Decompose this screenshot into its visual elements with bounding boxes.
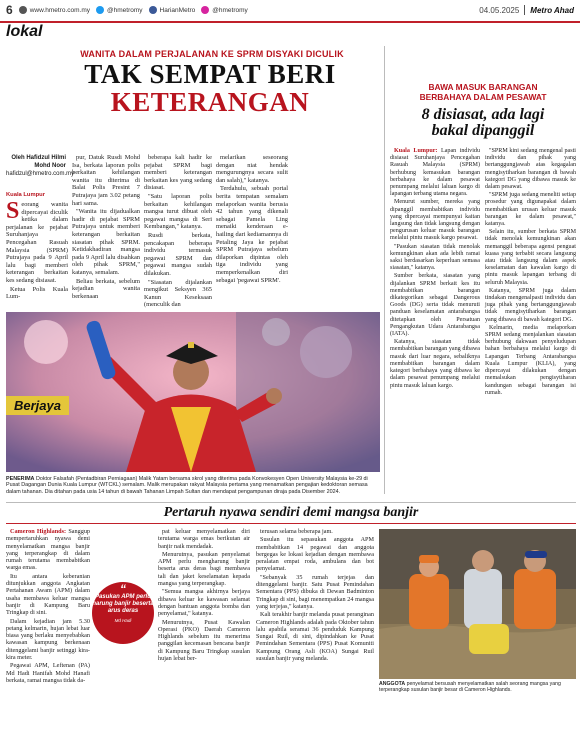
author-name-2: Mohd Noor (34, 163, 66, 169)
side-headline: 8 disiasat, ada lagi bakal dipanggil (421, 106, 545, 139)
flood-photo-caption: ANGGOTA penyelamat bersusah menyelamatkan salah seorang mangsa yang terperangkap susulan banjir besar di Cameron Highlands. (379, 681, 561, 694)
author-name-1: Oleh Hafidzul Hilmi (11, 155, 66, 161)
bottom-column-3: terusan selama beberapa jam. Susulan itu sepasukan anggota APM membabitkan 14 pegawai dan anggota bergegas ke lokasi kejadian dengan membawa peralatan empat roda, ambulans dan bot penyelamat. "Sebanyak 35 rumah terjejas dan ditenggelami banjir. Satu Pusat Pemindahan Sementara (PPS) dibuka di Dewan Badminton Tringkap di sini, bagi menempatkan 24 mangsa yang terjejas," katanya. Kali terakhir banjir melanda pusat peranginan Cameron Highlands adalah pada Oktober tahun lalu apabila seramai 36 penduduk Kampung Sungai Ruil, di sini, dipindahkan ke Pusat Pemindahan Sementara (PPS) Pusat Komuniti Kampung Orang Asli (KOA) Sungai Ruil susulan banjir yang melanda. (256, 528, 374, 663)
masthead (0, 0, 580, 20)
pull-quote: “ Pasukan APM perlu harung banjir beserta arus deras Md Hadi (92, 582, 154, 644)
graduate-photo-illustration (6, 312, 380, 472)
bottom-headline: Pertaruh nyawa sendiri demi mangsa banjir (163, 505, 419, 520)
lead-headline-line2: KETERANGAN (110, 87, 310, 117)
page-number: 6 (6, 3, 13, 17)
graduate-photo (6, 312, 380, 472)
facebook-link[interactable]: HarianMetro (149, 6, 196, 14)
photo-tag: Berjaya (6, 396, 69, 415)
section-label: lokal (6, 23, 43, 40)
masthead-rule (0, 21, 580, 23)
pull-quote-source: Md Hadi (114, 618, 132, 623)
flood-rescue-photo (379, 529, 576, 679)
side-column-1: Kuala Lumpur: Lapan individu disiasat Suruhanjaya Pencegahan Rasuah Malaysia (SPRM) berhubung kemasukan barangan berbahaya ke dalam pesawat penumpang melalui laluan kargo di lapangan terbang utama negara. Menurut sumber, mereka yang dipanggil membabitkan individu yang dipercayai mempunyai kaitan langsung dan tidak langsung dengan pengurusan keluar masuk barangan melalui pintu masuk kargo pesawat. "Pasukan siasatan tidak menolak kemungkinan akan ada lebih ramai saksi berdasarkan keperluan semasa siasatan," katanya. Sumber berkata, siasatan yang dijalankan SPRM berkait kes itu membabitkan barangan dikategorikan sebagai Dangerous Goods (DG) serta tidak menuruti panduan keselamatan antarabangsa ditetapkan oleh Persatuan Pengangkutan Udara Antarabangsa (IATA). Katanya, siasatan tidak membabitkan barangan yang dibawa masuk dari luar negara, sebaliknya membabitkan barangan dalam kategori berbahaya yang dibawa ke dalam pesawat penumpang melalui pintu masuk laluan kargo. (390, 148, 481, 389)
bottom-dateline: Cameron Highlands: (10, 528, 67, 535)
lead-headline-line1: TAK SEMPAT BERI (84, 59, 336, 89)
issue-date: 04.05.2025 (479, 5, 520, 15)
quote-mark-icon: “ (120, 582, 126, 596)
side-dateline: Kuala Lumpur: (394, 148, 438, 154)
bottom-column-1: Cameron Highlands: Sanggup mempertaruhkan nyawa demi menyelamatkan mangsa banjir yang terperangkap di dalam rumah terutama membabitkan warga emas. Itu antara keberanian ditunjukkan anggota Angkatan Pertahanan Awam (APM) dalam usaha membawa keluar mangsa banjir di Kampung Baru Tringkap di sini. Dalam kejadian jam 5.30 petang kelmarin, hujan lebat luar biasa yang berlaku menyebabkan kawasan kampung berkenaan ditenggelami banjir setinggi kira-kira meter. Pegawai APM, Leftenan (PA) Md Hadi Hanifah Mohd Hanafi berkata, ramai mangsa tidak da- (6, 528, 90, 684)
flood-rescue-illustration (379, 529, 576, 679)
author-email[interactable]: hafidzul@hmetro.com.my (6, 171, 75, 177)
column-divider (384, 46, 385, 494)
lead-column-2: pur, Datuk Rusdi Mohd Isa, berkata laporan polis berkaitan kehilangan wanita itu diterima di Balai Polis Presint 7 Putrajaya jam 3.02 petang hari sama. "Wanita itu dijadualkan hadir di pejabat SPRM Putrajaya untuk memberi keterangan berkaitan siasatan pihak SPRM. Ketidakhadiran mangsa pada 9 April lalu disahkan oleh pihak SPRM," katanya, semalam. Beliau berkata, sebelum kejadian wanita berkenaan (72, 154, 140, 300)
divider (524, 5, 525, 15)
publication-name: Metro Ahad (530, 5, 574, 15)
instagram-icon (201, 6, 209, 14)
headline-rule (6, 523, 576, 524)
lead-column-1: Seorang wanita dipercayai diculik ketika dalam perjalanan ke pejabat Suruhanjaya Pencegahan Rasuah Malaysia (SPRM) Putrajaya pada 9 April lalu bagi memberi keterangan berkaitan kes sedang disiasat. Ketua Polis Kuala Lum- (6, 198, 68, 301)
globe-icon (19, 6, 27, 14)
side-column-2: "SPRM kini sedang mengenal pasti individu dan pihak yang bertanggungjawab atas kegagalan mengisytiharkan barangan di bawah kategori DG yang dibawa masuk ke dalam pesawat. "SPRM juga sedang meneliti setiap prosedur yang digunapakai dalam membabitkan urusan keluar masuk barangan ke dalam pesawat," katanya. Selain itu, sumber berkata SPRM tidak menolak kemungkinan akan memanggil beberapa agensi penguat kuasa yang terbabit secara langsung atau tidak langsung dalam aspek keselamatan dan kawalan kargo di pintu masuk lapangan terbang di seluruh Malaysia. Katanya, SPRM juga dalam tindakan mengenalpasti individu dan juga pihak yang bertanggungjawab tidak mengisytiharkan barangan yang dibawa di bawah kategori DG. Kelmarin, media melaporkan SPRM sedang menjalankan siasatan berhubung dakwaan penyeludupan bahan berbahaya melalui kargo di Lapangan Terbang Antarabangsa Kuala Lumpur (KLIA), yang dipercayai dilakukan dengan memalsukan pengisytiharan kandungan sebagai barangan isi rumah. (485, 148, 576, 396)
drop-cap: S (6, 198, 20, 224)
byline (6, 154, 75, 178)
website-link[interactable]: www.hmetro.com.my (19, 6, 90, 14)
lead-dateline: Kuala Lumpur (6, 192, 45, 198)
side-kicker: BAWA MASUK BARANGAN BERBAHAYA DALAM PESAWAT (419, 82, 547, 102)
lead-column-4: melarikan seseorang dengan niat hendak mengurungnya secara sulit dan salah)," katanya. Terdahulu, sebuah portal berita tempatan semalam melaporkan wanita berusia 42 tahun yang dikenali sebagai Pamela Ling menaiki kenderaan e-hailing dari kediamannya di Petaling Jaya ke pejabat SPRM Putrajaya sebelum dilaporkan dipintas oleh tiga individu yang memperkenalkan diri sebagai 'pegawai SPRM'. (216, 154, 288, 284)
issue-info (479, 5, 574, 15)
twitter-link[interactable]: @hmetromy (96, 6, 143, 14)
lead-photo-caption: PENERIMA Doktor Falsafah (Pentadbiran Perniagaan) Malik Yatam bersama skrol yang diterima pada Konvokesyen Open University Malaysia ke-29 di Pusat Dagangan Dunia Kuala Lumpur (WTCKL) semalam. Malik merupakan rakyat Malaysia pertama yang menamatkan pengajian kedoktoran semasa dalam tahanan. Dia ditahan pada usia 14 tahun di bawah Tahanan Limpah Sultan dan mendapat pengampunan diraja pada Disember 2024. (6, 476, 368, 495)
twitter-icon (96, 6, 104, 14)
instagram-link[interactable]: @hmetromy (201, 6, 248, 14)
bottom-column-2: pat keluar menyelamatkan diri terutama warga emas berikutan air banjir naik mendadak. Menurutnya, pasukan penyelamat APM perlu mengharung banjir beserta arus deras bagi membawa tali dan jaket keselamatan kepada mangsa yang terperangkap. "Semua mangsa akhirnya berjaya dibawa keluar ke kawasan selamat dengan bantuan anggota bomba dan penyelamat," katanya. Menurutnya, Pusat Kawalan Operasi (PKO) Daerah Cameron Highlands sebelum itu menerima panggilan kecemasan bencana banjir di Kampung Baru Tringkap susulan hujan lebat ber- (158, 528, 250, 663)
lead-column-3: beberapa kali hadir ke pejabat SPRM bagi memberi keterangan berkaitan kes yang sedang disiasat. "Satu laporan polis berkaitan kehilangan mangsa turut dibuat oleh pegawai mangsa di Seri Kembangan," katanya. Rusdi berkata, pencakapan beberapa individu termasuk pegawai SPRM dan pegawai mangsa sudah dilakukan. "Siasatan dijalankan mengikut Seksyen 365 Kanun Keseksaan (menculik dan (144, 154, 212, 309)
section-divider (6, 502, 576, 503)
lead-kicker: WANITA DALAM PERJALANAN KE SPRM DISYAKI DICULIK (80, 49, 344, 59)
facebook-icon (149, 6, 157, 14)
